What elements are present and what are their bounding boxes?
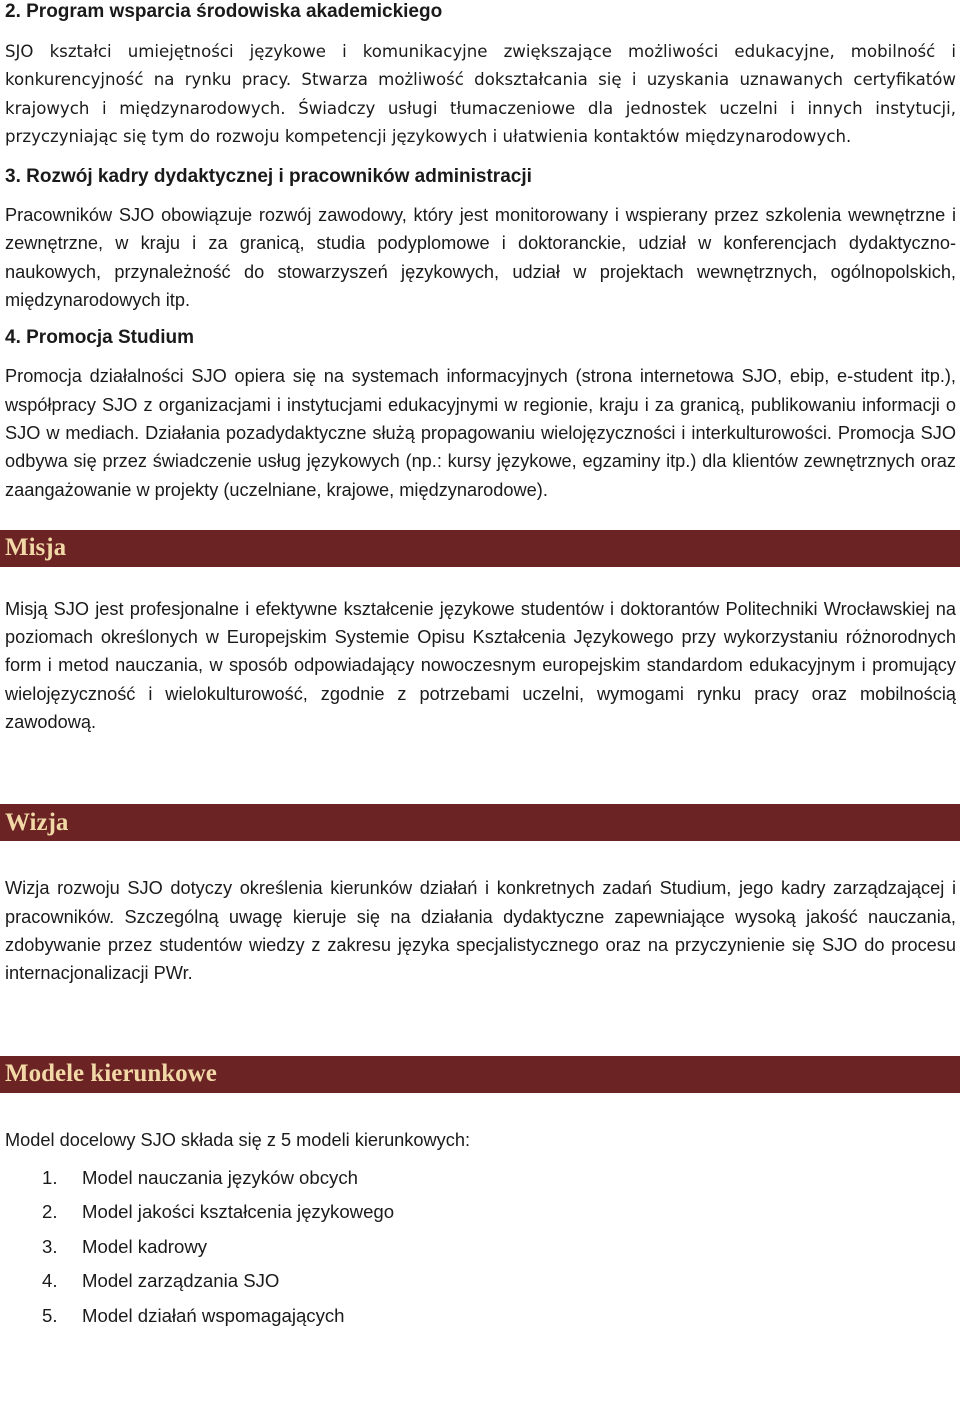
- section-4-heading: 4. Promocja Studium: [5, 327, 194, 349]
- modele-banner: [0, 1056, 960, 1093]
- list-item-number: 2.: [42, 1201, 58, 1223]
- list-item-number: 4.: [42, 1270, 58, 1292]
- models-list: [5, 1161, 956, 1334]
- wizja-title: Wizja: [5, 808, 69, 836]
- section-3-heading: 3. Rozwój kadry dydaktycznej i pracowników administracji: [5, 166, 532, 188]
- list-item-label: Model zarządzania SJO: [82, 1270, 280, 1292]
- misja-banner: [0, 530, 960, 567]
- section-2-paragraph: SJO kształci umiejętności językowe i komunikacyjne zwiększające możliwości edukacyjne, mobilność i konkurencyjność na rynku pracy. Stwarza możliwość dokształcania się i uzyskania uznawanych certyfikatów krajowych i międzynarodowych. Świadczy usługi tłumaczeniowe dla jednostek uczelni i innych instytucji, przyczyniając się tym do rozwoju kompetencji językowych i ułatwienia kontaktów międzynarodowych.: [5, 42, 956, 146]
- wizja-paragraph: Wizja rozwoju SJO dotyczy określenia kierunków działań i konkretnych zadań Studium, jego kadry zarządzającej i pracowników. Szczególną uwagę kieruje się na działania dydaktyczne zapewniające wysoką jakość nauczania, zdobywanie przez studentów wiedzy z zakresu języka specjalistycznego oraz na przyczynienie się SJO do procesu internacjonalizacji PWr.: [5, 878, 956, 984]
- list-item-label: Model kadrowy: [82, 1235, 208, 1257]
- section-3-paragraph: Pracowników SJO obowiązuje rozwój zawodowy, który jest monitorowany i wspierany przez szkolenia wewnętrzne i zewnętrzne, w kraju i za granicą, studia podyplomowe i doktoranckie, udział w konferencjach dydaktyczno-naukowych, przynależność do stowarzyszeń językowych, udział w projektach wewnętrznych, ogólnopolskich, międzynarodowych itp.: [5, 205, 956, 311]
- section-4-paragraph: Promocja działalności SJO opiera się na systemach informacyjnych (strona internetowa SJO, ebip, e-student itp.), współpracy SJO z organizacjami i instytucjami edukacyjnymi w regionie, kraju i za granicą, publikowaniu informacji o SJO w mediach. Działania pozadydaktyczne służą propagowaniu wielojęzyczności i interkulturowości. Promocja SJO odbywa się przez świadczenie usług językowych (np.: kursy językowe, egzaminy itp.) dla klientów zewnętrznych oraz zaangażowanie w projekty (uczelniane, krajowe, międzynarodowe).: [5, 366, 956, 500]
- modele-title: Modele kierunkowe: [5, 1060, 217, 1088]
- list-item-number: 3.: [42, 1235, 58, 1257]
- list-item-number: 5.: [42, 1304, 58, 1326]
- list-item: [5, 1230, 956, 1265]
- modele-intro: Model docelowy SJO składa się z 5 modeli kierunkowych:: [5, 1129, 470, 1150]
- misja-title: Misja: [5, 534, 67, 562]
- misja-paragraph: Misją SJO jest profesjonalne i efektywne kształcenie językowe studentów i doktorantów Politechniki Wrocławskiej na poziomach określonych w Europejskim Systemie Opisu Kształcenia Językowego przy wykorzystaniu różnorodnych form i metod nauczania, w sposób odpowiadający nowoczesnym europejskim standardom edukacyjnym i promujący wielojęzyczność i wielokulturowość, zgodnie z potrzebami uczelni, wymogami rynku pracy oraz mobilnością zawodową.: [5, 598, 956, 733]
- list-item-label: Model jakości kształcenia językowego: [82, 1201, 395, 1223]
- list-item-label: Model działań wspomagających: [82, 1304, 345, 1326]
- list-item: [5, 1195, 956, 1230]
- list-item: [5, 1264, 956, 1299]
- list-item-label: Model nauczania języków obcych: [82, 1166, 358, 1188]
- wizja-banner: [0, 804, 960, 841]
- list-item: [5, 1161, 956, 1196]
- section-2-heading: 2. Program wsparcia środowiska akademickiego: [5, 1, 443, 22]
- list-item-number: 1.: [42, 1166, 58, 1188]
- list-item: [5, 1299, 956, 1334]
